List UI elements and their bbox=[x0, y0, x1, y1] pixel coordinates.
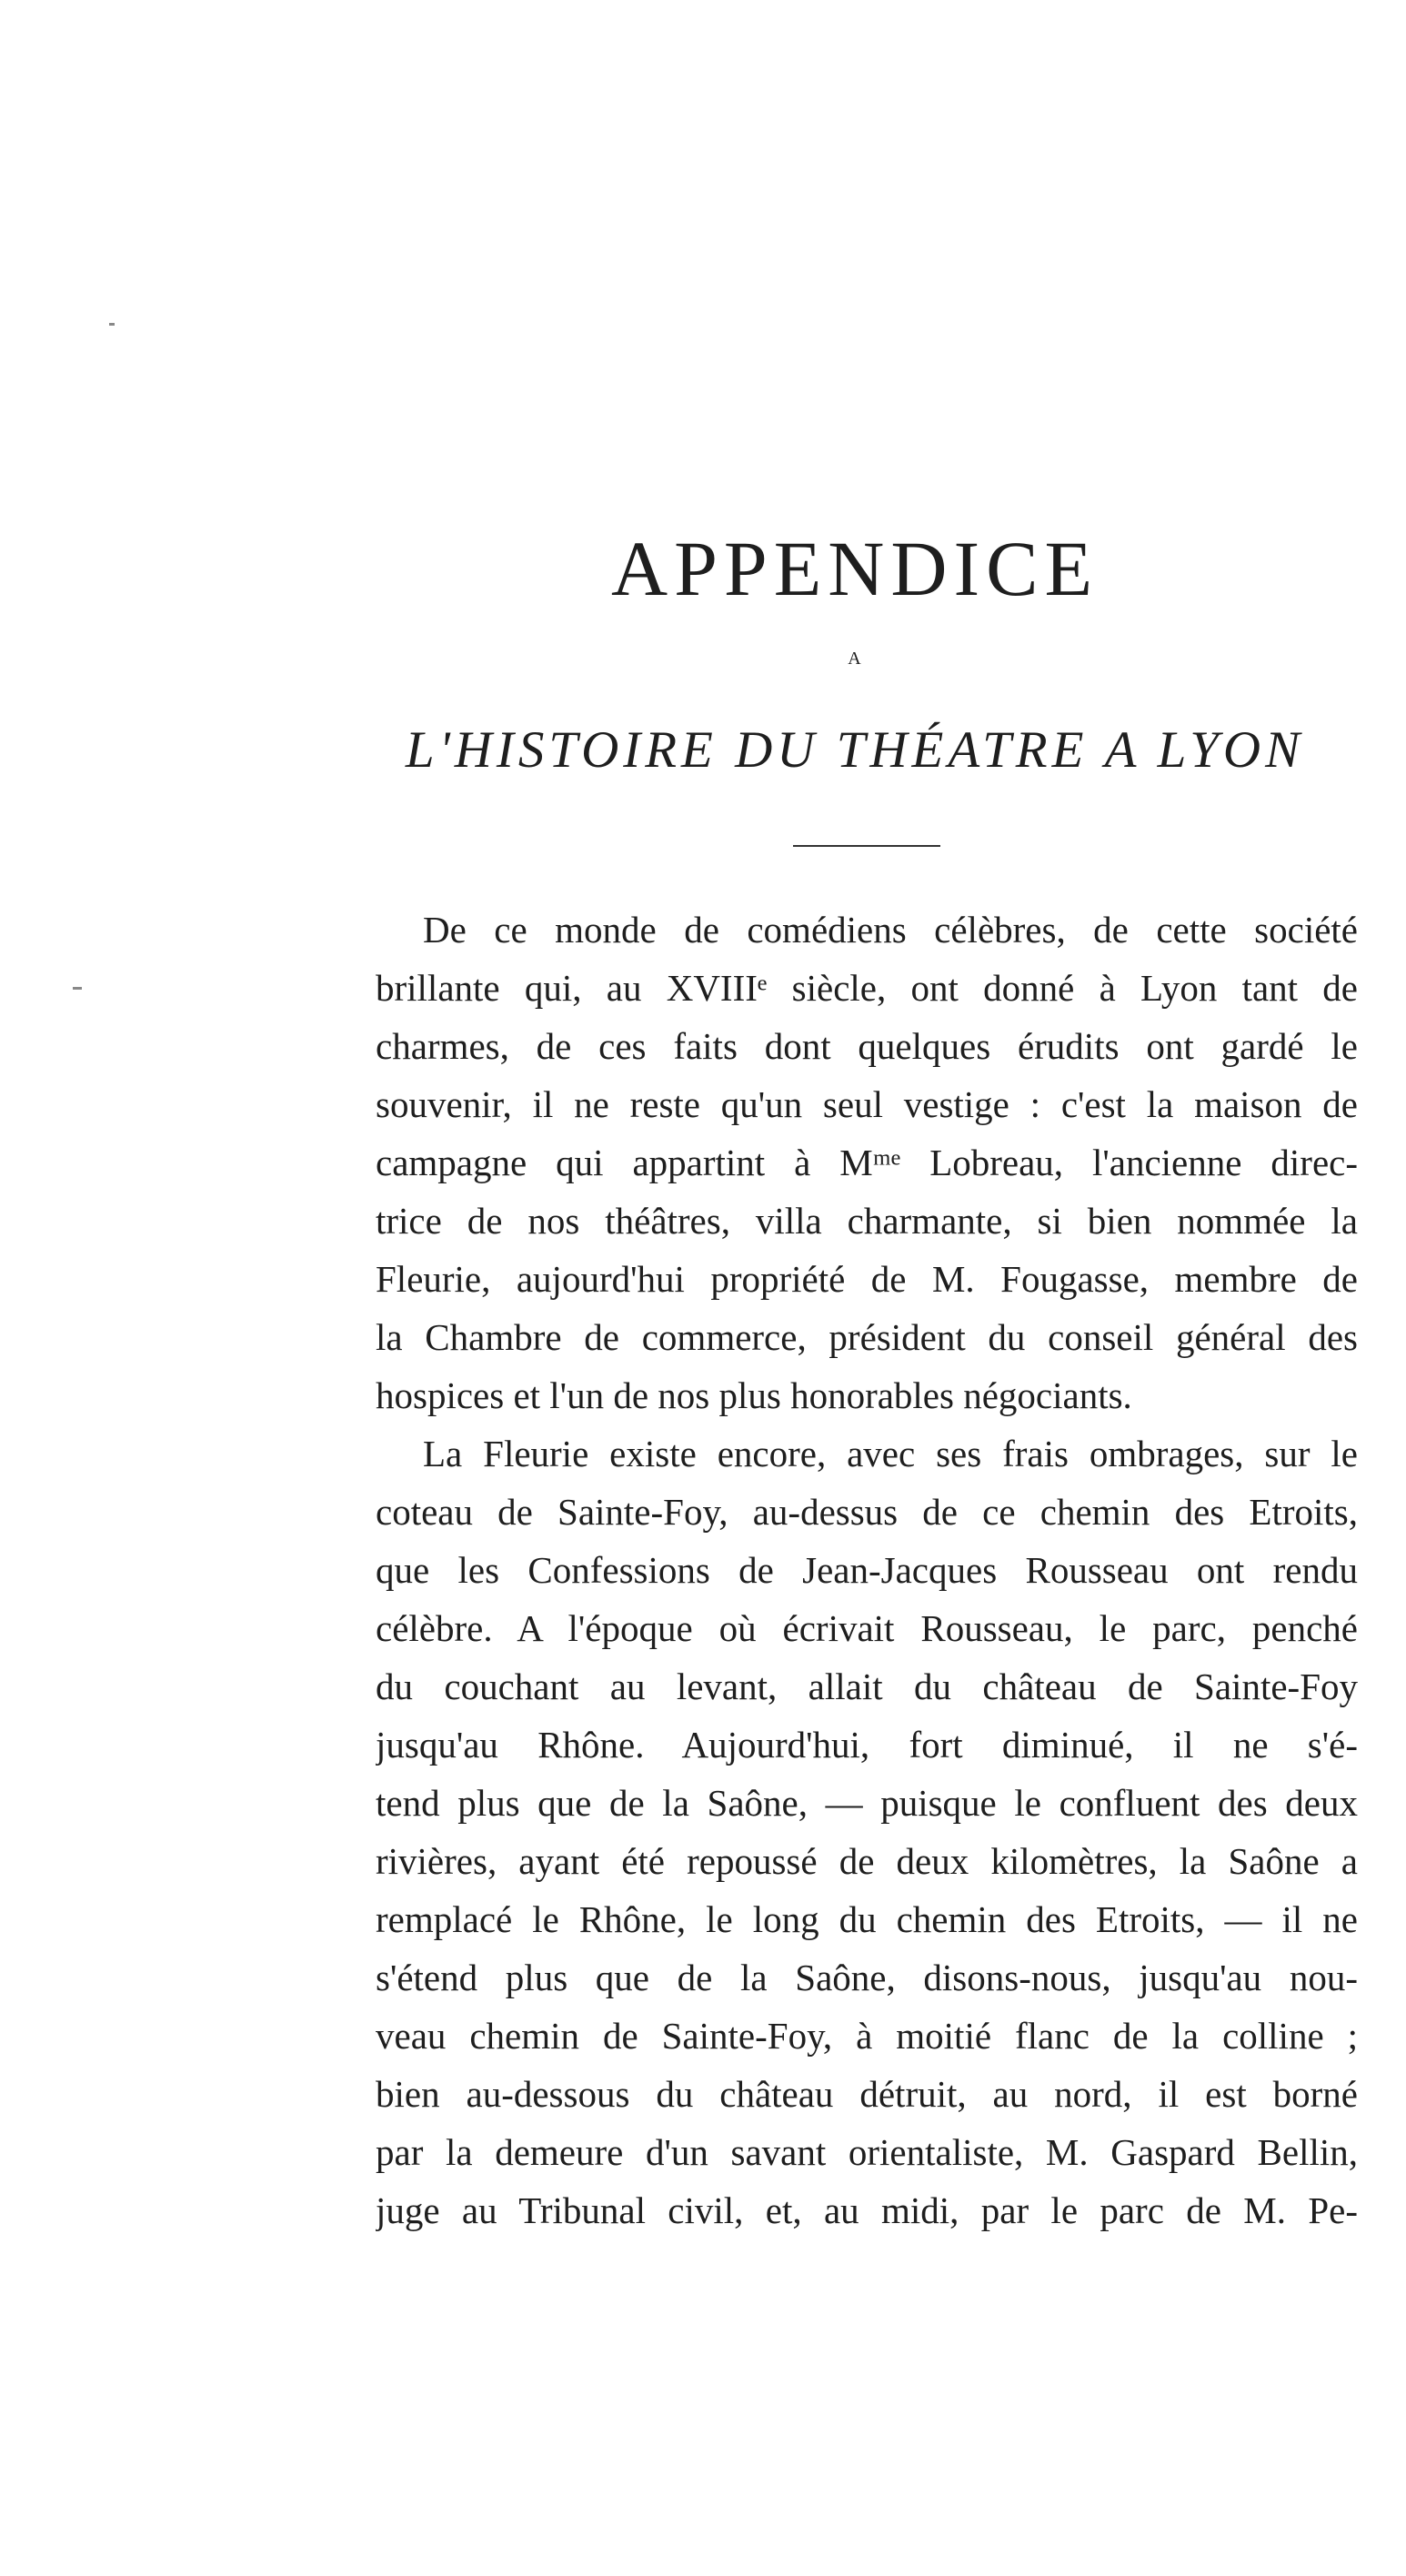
text-line: tend plus que de la Saône, — puisque le confluent des deux bbox=[376, 1782, 1358, 1824]
text-line: jusqu'au Rhône. Aujourd'hui, fort diminué, il ne s'é- bbox=[376, 1724, 1358, 1766]
text-line: remplacé le Rhône, le long du chemin des Etroits, — il ne bbox=[376, 1898, 1358, 1940]
text-line: hospices et l'un de nos plus honorables négociants. bbox=[376, 1374, 1132, 1416]
text-line: trice de nos théâtres, villa charmante, si bien nommée la bbox=[376, 1200, 1358, 1242]
text-line: par la demeure d'un savant orientaliste, M. Gaspard Bellin, bbox=[376, 2131, 1358, 2173]
text-line: juge au Tribunal civil, et, au midi, par le parc de M. Pe- bbox=[376, 2189, 1358, 2231]
text-line: veau chemin de Sainte-Foy, à moitié flanc de la colline ; bbox=[376, 2015, 1358, 2057]
text-line: coteau de Sainte-Foy, au-dessus de ce chemin des Etroits, bbox=[376, 1491, 1358, 1533]
page-subtitle: L'HISTOIRE DU THÉATRE A LYON bbox=[405, 721, 1305, 779]
text-line: souvenir, il ne reste qu'un seul vestige : c'est la maison de bbox=[376, 1083, 1358, 1125]
text-line: La Fleurie existe encore, avec ses frais ombrages, sur le bbox=[423, 1433, 1358, 1474]
text-line: campagne qui appartint à Mᵐᵉ Lobreau, l'ancienne direc- bbox=[376, 1142, 1358, 1183]
section-divider bbox=[793, 845, 940, 847]
print-speck bbox=[109, 323, 115, 326]
text-line: Fleurie, aujourd'hui propriété de M. Fougasse, membre de bbox=[376, 1258, 1358, 1300]
text-line: la Chambre de commerce, président du conseil général des bbox=[376, 1316, 1358, 1358]
text-line: que les Confessions de Jean-Jacques Rousseau ont rendu bbox=[376, 1549, 1358, 1591]
text-line: rivières, ayant été repoussé de deux kilomètres, la Saône a bbox=[376, 1840, 1358, 1882]
text-line: brillante qui, au XVIIIᵉ siècle, ont donné à Lyon tant de bbox=[376, 967, 1358, 1009]
text-line: du couchant au levant, allait du château de Sainte-Foy bbox=[376, 1665, 1358, 1707]
body-text bbox=[376, 901, 1358, 2239]
text-line: bien au-dessous du château détruit, au nord, il est borné bbox=[376, 2073, 1358, 2115]
page-title: APPENDICE bbox=[610, 525, 1100, 612]
text-line: De ce monde de comédiens célèbres, de cette société bbox=[423, 909, 1358, 951]
title-preposition: A bbox=[848, 649, 862, 669]
text-line: célèbre. A l'époque où écrivait Rousseau, le parc, penché bbox=[376, 1607, 1358, 1649]
text-line: charmes, de ces faits dont quelques érudits ont gardé le bbox=[376, 1025, 1358, 1067]
text-line: s'étend plus que de la Saône, disons-nous, jusqu'au nou- bbox=[376, 1957, 1358, 1998]
print-speck bbox=[73, 987, 82, 990]
